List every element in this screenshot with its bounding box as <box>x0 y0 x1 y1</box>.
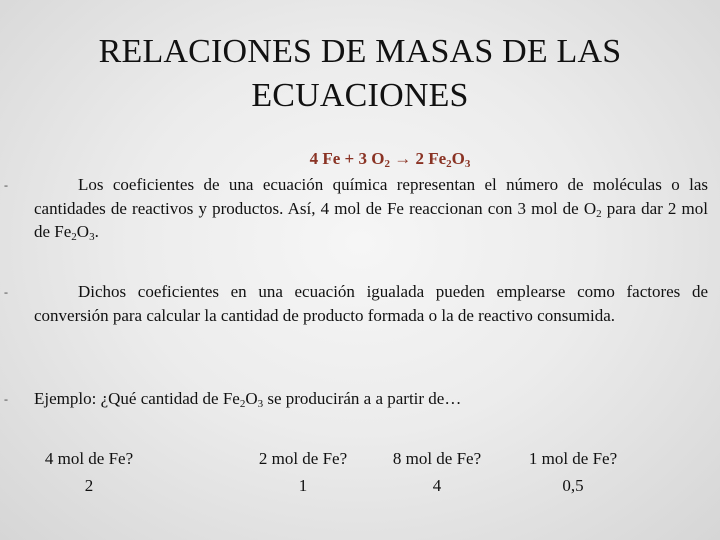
answer-value: 2 <box>84 476 94 495</box>
para1-sub-a: 2 <box>596 207 602 220</box>
title-line-2: ECUACIONES <box>251 77 469 114</box>
answer-question: 1 mol de Fe? <box>528 449 618 468</box>
eq-fe: Fe <box>322 149 341 168</box>
paragraph-example <box>34 387 708 411</box>
answer-value: 4 <box>432 476 442 495</box>
para1-text-b: para dar 2 mol de Fe <box>34 198 708 241</box>
paragraph-conversion <box>34 280 708 327</box>
para3-text-a: Ejemplo: ¿Qué cantidad de Fe <box>34 389 240 408</box>
eq-o3: O <box>451 149 465 168</box>
bullet-2: - <box>4 285 8 299</box>
answer-question: 2 mol de Fe? <box>258 449 348 468</box>
eq-o: O <box>371 149 385 168</box>
title-line-1: RELACIONES DE MASAS DE LAS <box>98 33 622 70</box>
eq-o-sub: 2 <box>384 158 390 170</box>
eq-plus: + <box>344 149 355 168</box>
answer-item <box>372 445 502 499</box>
answer-item <box>24 445 154 499</box>
para1-sub-b: 2 <box>71 231 77 243</box>
reaction-arrow-icon: → <box>394 149 412 168</box>
para2-text: Dichos coeficientes en una ecuación igualada pueden emplearse como factores de conversión para calcular la cantidad de producto formada o la de reactivo consumida. <box>34 282 708 325</box>
para1-text-d: . <box>94 222 99 241</box>
eq-fe2: Fe <box>428 149 447 168</box>
para3-sub-b: 3 <box>257 398 264 410</box>
para3-sub-a: 2 <box>239 398 246 410</box>
bullet-1: - <box>4 178 8 192</box>
para1-sub-c: 3 <box>89 231 95 243</box>
bullet-3: - <box>4 392 8 406</box>
para1-text-c: O <box>76 222 90 241</box>
example-answers <box>0 445 720 505</box>
para3-text-b: O <box>245 389 258 408</box>
eq-coef-fe2o3: 2 <box>415 149 424 168</box>
eq-coef-fe: 4 <box>309 149 319 168</box>
chemical-equation <box>240 148 540 170</box>
answer-value: 1 <box>298 476 308 495</box>
eq-o3-sub: 3 <box>464 158 471 170</box>
answer-item <box>228 445 378 499</box>
answer-item <box>508 445 638 499</box>
para3-text-c: se producirán a a partir de… <box>263 389 462 408</box>
para1-text-a: Los coeficientes de una ecuación química representan el número de moléculas o las cantidades de reactivos y productos. Así, 4 mol de Fe reaccionan con 3 mol de O <box>34 175 708 218</box>
eq-fe-sub: 2 <box>446 158 452 170</box>
answer-question: 4 mol de Fe? <box>44 449 134 468</box>
paragraph-coefficients <box>34 173 708 244</box>
answer-question: 8 mol de Fe? <box>392 449 482 468</box>
answer-value: 0,5 <box>562 476 584 495</box>
slide-title <box>40 30 680 118</box>
eq-coef-o2: 3 <box>358 149 367 168</box>
